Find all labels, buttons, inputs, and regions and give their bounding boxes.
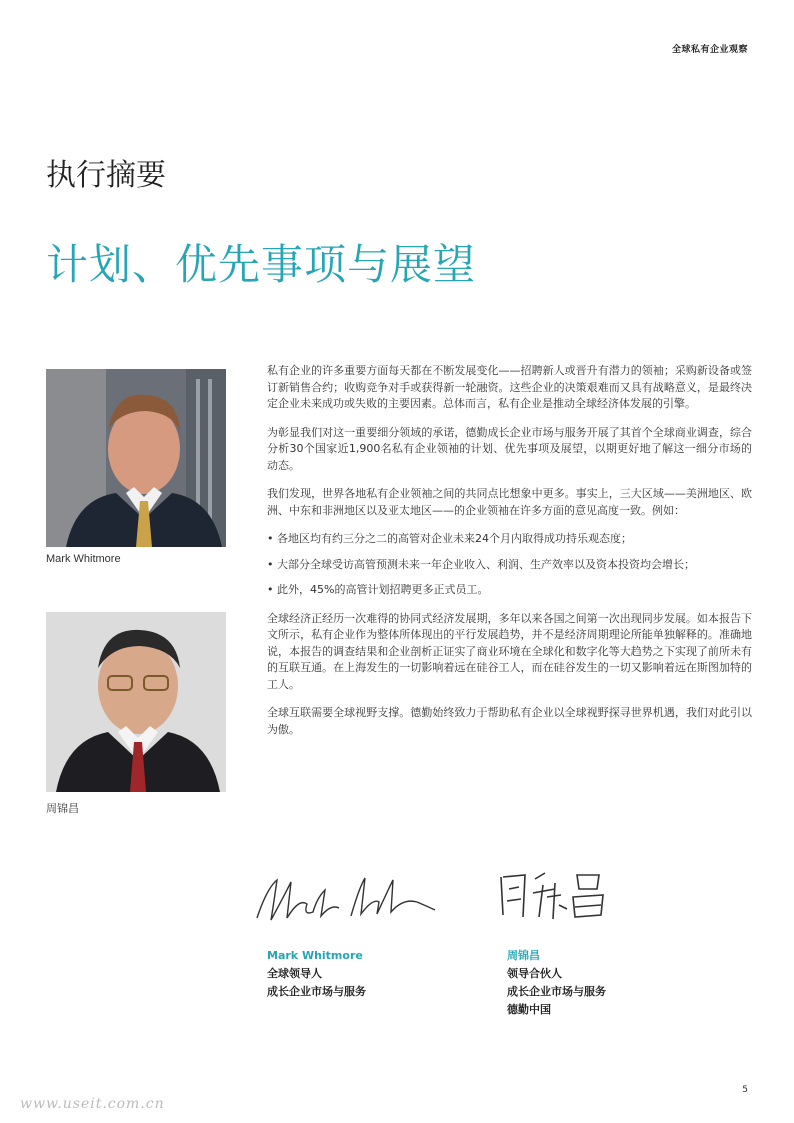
- paragraph: 我们发现，世界各地私有企业领袖之间的共同点比想象中更多。事实上，三大区域——美洲地区、欧洲、中东和非洲地区以及亚太地区——的企业领袖在许多方面的意见高度一致。例如：: [267, 487, 752, 517]
- page-title: 计划、优先事项与展望: [46, 240, 477, 289]
- portrait-zhou-jinchang: [46, 612, 226, 792]
- body-text: [267, 363, 752, 750]
- bullet-item: • 各地区均有约三分之二的高管对企业未来24个月内取得成功持乐观态度；: [267, 531, 752, 548]
- signer-department: 成长企业市场与服务: [507, 985, 606, 998]
- caption-mark-whitmore: Mark Whitmore: [46, 553, 121, 565]
- bullet-list: [267, 531, 752, 599]
- signer-block-1: [267, 947, 366, 1001]
- signer-title: 领导合伙人: [507, 967, 562, 980]
- section-label: 执行摘要: [46, 158, 166, 193]
- signature-mark-whitmore: [247, 868, 439, 928]
- paragraph: 全球经济正经历一次难得的协同式经济发展期，多年以来各国之间第一次出现同步发展。如本报告下文所示，私有企业作为整体所体现出的平行发展趋势，并不是经济周期理论所能单独解释的。准确地说，本报告的调查结果和企业剖析正证实了商业环境在全球化和数字化等大趋势之下实现了前所未有的互联互通。在上海发生的一切影响着远在硅谷工人，而在硅谷发生的一切又影响着远在斯图加特的工人。: [267, 611, 752, 691]
- signer-block-2: [507, 947, 606, 1019]
- paragraph: 为彰显我们对这一重要细分领域的承诺，德勤成长企业市场与服务开展了其首个全球商业调查，综合分析30个国家近1,900名私有企业领袖的计划、优先事项及展望，以期更好地了解这一细分市场的动态。: [267, 425, 752, 472]
- signer-name: 周锦昌: [507, 949, 540, 962]
- signer-name: Mark Whitmore: [267, 949, 363, 962]
- signature-zhou-jinchang: [495, 865, 610, 925]
- portrait-mark-whitmore: [46, 369, 226, 547]
- caption-zhou-jinchang: 周锦昌: [46, 803, 79, 815]
- bullet-item: • 大部分全球受访高管预测未来一年企业收入、利润、生产效率以及资本投资均会增长；: [267, 557, 752, 574]
- signer-department: 成长企业市场与服务: [267, 985, 366, 998]
- watermark: www.useit.com.cn: [20, 1096, 165, 1112]
- signer-title: 全球领导人: [267, 967, 322, 980]
- page-number: 5: [742, 1085, 748, 1095]
- bullet-item: • 此外，45%的高管计划招聘更多正式员工。: [267, 582, 752, 599]
- paragraph: 私有企业的许多重要方面每天都在不断发展变化——招聘新人或晋升有潜力的领袖；采购新设备或签订新销售合约；收购竞争对手或获得新一轮融资。这些企业的决策艰难而又具有战略意义，是最终决定企业未来成功或失败的主要因素。总体而言，私有企业是推动全球经济体发展的引擎。: [267, 364, 752, 410]
- header-title: 全球私有企业观察: [671, 45, 748, 55]
- signer-organization: 德勤中国: [507, 1003, 551, 1016]
- paragraph: 全球互联需要全球视野支撑。德勤始终致力于帮助私有企业以全球视野探寻世界机遇，我们对此引以为傲。: [267, 706, 752, 736]
